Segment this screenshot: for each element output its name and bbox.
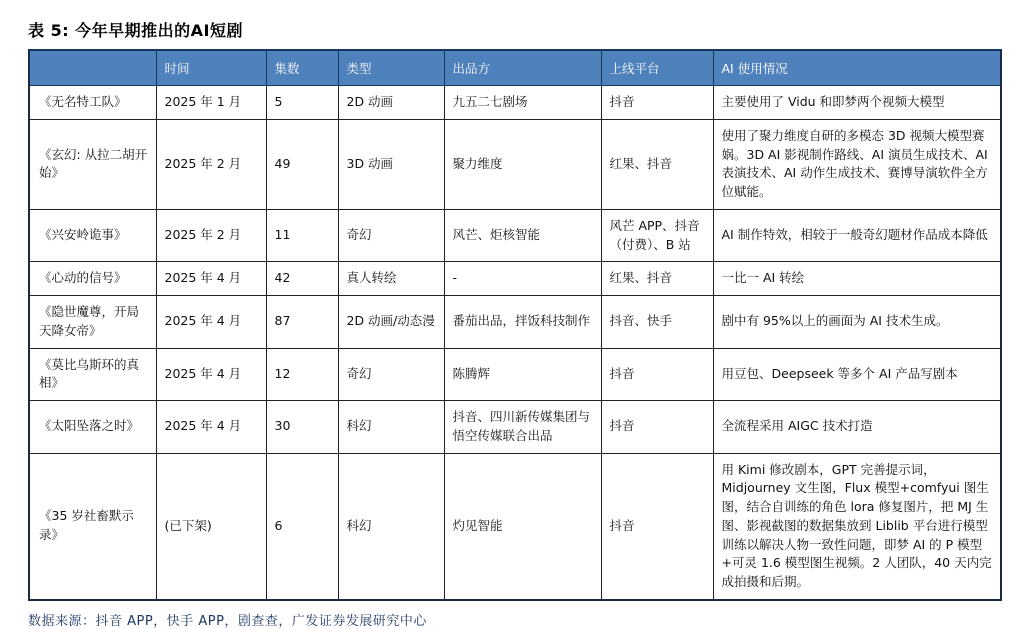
cell-title: 《隐世魔尊，开局天降女帝》 xyxy=(29,296,156,349)
cell-title: 《兴安岭诡事》 xyxy=(29,209,156,262)
cell-episodes: 42 xyxy=(266,262,338,296)
cell-episodes: 87 xyxy=(266,296,338,349)
cell-ai-usage: 主要使用了 Vidu 和即梦两个视频大模型 xyxy=(713,86,1001,120)
cell-episodes: 49 xyxy=(266,119,338,209)
cell-title: 《莫比乌斯环的真相》 xyxy=(29,348,156,401)
cell-producer: 聚力维度 xyxy=(444,119,601,209)
cell-ai-usage: 全流程采用 AIGC 技术打造 xyxy=(713,401,1001,454)
table-row xyxy=(29,119,1001,209)
cell-platform: 抖音、快手 xyxy=(601,296,713,349)
table-row xyxy=(29,209,1001,262)
table-row xyxy=(29,401,1001,454)
cell-platform: 红果、抖音 xyxy=(601,119,713,209)
cell-platform: 风芒 APP、抖音（付费）、B 站 xyxy=(601,209,713,262)
cell-date: 2025 年 2 月 xyxy=(156,209,266,262)
cell-platform: 抖音 xyxy=(601,86,713,120)
cell-platform: 红果、抖音 xyxy=(601,262,713,296)
cell-ai-usage: 剧中有 95%以上的画面为 AI 技术生成。 xyxy=(713,296,1001,349)
cell-producer: 九五二七剧场 xyxy=(444,86,601,120)
cell-date: 2025 年 1 月 xyxy=(156,86,266,120)
table-row xyxy=(29,348,1001,401)
column-header-date: 时间 xyxy=(156,50,266,86)
cell-ai-usage: 一比一 AI 转绘 xyxy=(713,262,1001,296)
table-row xyxy=(29,262,1001,296)
cell-date: 2025 年 4 月 xyxy=(156,348,266,401)
cell-ai-usage: AI 制作特效，相较于一般奇幻题材作品成本降低 xyxy=(713,209,1001,262)
cell-date: 2025 年 4 月 xyxy=(156,262,266,296)
cell-platform: 抖音 xyxy=(601,401,713,454)
cell-producer: 番茄出品，拌饭科技制作 xyxy=(444,296,601,349)
column-header-ai-usage: AI 使用情况 xyxy=(713,50,1001,86)
ai-short-drama-table xyxy=(28,49,1002,601)
table-row xyxy=(29,453,1001,600)
cell-episodes: 6 xyxy=(266,453,338,600)
header-row xyxy=(29,50,1001,86)
cell-platform: 抖音 xyxy=(601,453,713,600)
column-header-episodes: 集数 xyxy=(266,50,338,86)
cell-title: 《玄幻: 从拉二胡开始》 xyxy=(29,119,156,209)
column-header-platform: 上线平台 xyxy=(601,50,713,86)
cell-title: 《无名特工队》 xyxy=(29,86,156,120)
cell-date: 2025 年 4 月 xyxy=(156,401,266,454)
cell-genre: 2D 动画/动态漫 xyxy=(338,296,444,349)
cell-ai-usage: 用 Kimi 修改剧本，GPT 完善提示词，Midjourney 文生图，Flux 模型+comfyui 图生图，结合自训练的角色 lora 修复图片，把 MJ 生图、影视截图的数据集放到 Liblib 平台进行模型训练以解决人物一致性问题，即梦 AI 的 P 模型+可灵 1.6 模型图生视频。2 人团队，40 天内完成拍摄和后期。 xyxy=(713,453,1001,600)
cell-genre: 真人转绘 xyxy=(338,262,444,296)
cell-producer: 陈腾辉 xyxy=(444,348,601,401)
cell-date: 2025 年 4 月 xyxy=(156,296,266,349)
cell-ai-usage: 使用了聚力维度自研的多模态 3D 视频大模型赛娲。3D AI 影视制作路线、AI 演员生成技术、AI 表演技术、AI 动作生成技术、赛博导演软件全方位赋能。 xyxy=(713,119,1001,209)
cell-platform: 抖音 xyxy=(601,348,713,401)
cell-title: 《35 岁社畜默示录》 xyxy=(29,453,156,600)
cell-genre: 科幻 xyxy=(338,453,444,600)
cell-producer: 抖音、四川新传媒集团与悟空传媒联合出品 xyxy=(444,401,601,454)
cell-title: 《心动的信号》 xyxy=(29,262,156,296)
data-source-note: 数据来源：抖音 APP，快手 APP，剧查查，广发证券发展研究中心 xyxy=(28,613,427,629)
cell-title: 《太阳坠落之时》 xyxy=(29,401,156,454)
column-header-title xyxy=(29,50,156,86)
column-header-genre: 类型 xyxy=(338,50,444,86)
cell-episodes: 5 xyxy=(266,86,338,120)
cell-genre: 2D 动画 xyxy=(338,86,444,120)
column-header-producer: 出品方 xyxy=(444,50,601,86)
table-body xyxy=(29,86,1001,600)
table-row xyxy=(29,296,1001,349)
cell-producer: - xyxy=(444,262,601,296)
cell-date: (已下架) xyxy=(156,453,266,600)
cell-episodes: 30 xyxy=(266,401,338,454)
cell-date: 2025 年 2 月 xyxy=(156,119,266,209)
cell-producer: 灼见智能 xyxy=(444,453,601,600)
table-title: 表 5: 今年早期推出的AI短剧 xyxy=(28,21,244,40)
cell-episodes: 12 xyxy=(266,348,338,401)
cell-genre: 3D 动画 xyxy=(338,119,444,209)
cell-genre: 科幻 xyxy=(338,401,444,454)
cell-genre: 奇幻 xyxy=(338,348,444,401)
cell-genre: 奇幻 xyxy=(338,209,444,262)
table-row xyxy=(29,86,1001,120)
cell-ai-usage: 用豆包、Deepseek 等多个 AI 产品写剧本 xyxy=(713,348,1001,401)
cell-producer: 风芒、炬核智能 xyxy=(444,209,601,262)
cell-episodes: 11 xyxy=(266,209,338,262)
